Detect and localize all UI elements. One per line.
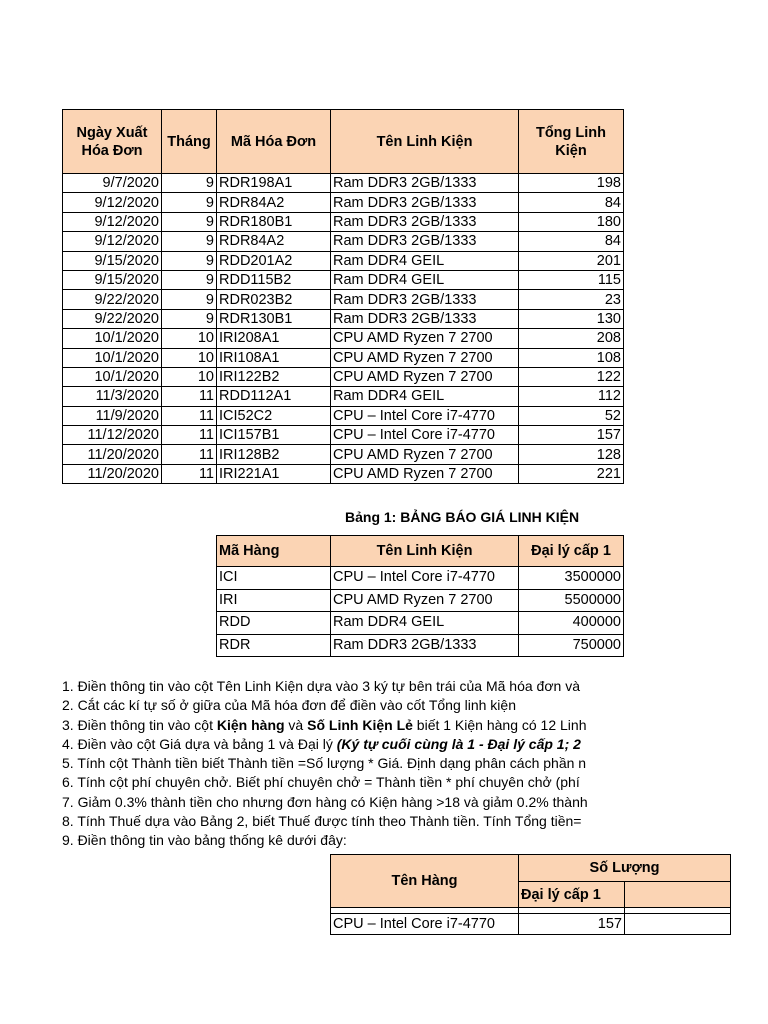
cell-tong-linh-kien[interactable]: 122 [519, 367, 624, 386]
cell-thang[interactable]: 9 [162, 309, 217, 328]
price-header-row [217, 536, 624, 567]
cell-tong-linh-kien[interactable]: 84 [519, 193, 624, 212]
cell-ma-hang[interactable]: ICI [217, 567, 331, 590]
cell-tong-linh-kien[interactable]: 198 [519, 174, 624, 193]
table-row [63, 212, 624, 231]
table-row [63, 309, 624, 328]
cell-ma-hoa-don[interactable]: RDR023B2 [217, 290, 331, 309]
cell-thang[interactable]: 10 [162, 348, 217, 367]
instruction-item: 2. Cắt các kí tự số ở giữa của Mã hóa đơn để điền vào cốt Tổng linh kiện [62, 697, 516, 714]
header-dai-ly-cap-1[interactable]: Đại lý cấp 1 [519, 536, 624, 567]
instructions-viewport [62, 677, 624, 857]
cell-tong-linh-kien[interactable]: 23 [519, 290, 624, 309]
cell-ten-linh-kien[interactable]: Ram DDR3 2GB/1333 [331, 212, 519, 231]
cell-ten-hang[interactable]: CPU – Intel Core i7-4770 [331, 914, 519, 935]
table-row [63, 232, 624, 251]
instruction-item: 4. Điền vào cột Giá dựa và bảng 1 và Đại lý (Ký tự cuối cùng là 1 - Đại lý cấp 1; 2 [62, 735, 581, 752]
cell-thang[interactable]: 9 [162, 270, 217, 289]
header-so-luong[interactable]: Số Lượng [519, 855, 731, 882]
table-row [63, 348, 624, 367]
cell-ngay-xuat[interactable]: 11/20/2020 [63, 464, 162, 483]
cell-ten-linh-kien[interactable]: Ram DDR3 2GB/1333 [331, 634, 519, 657]
cell-ma-hoa-don[interactable]: IRI128B2 [217, 445, 331, 464]
header-ngay-xuat[interactable]: Ngày Xuất Hóa Đơn [63, 110, 162, 174]
price-table [216, 535, 624, 657]
instruction-item: 8. Tính Thuế dựa vào Bảng 2, biết Thuế được tính theo Thành tiền. Tính Tổng tiền= [62, 813, 582, 830]
cell-tong-linh-kien[interactable]: 115 [519, 270, 624, 289]
table-row [63, 251, 624, 270]
cell-thang[interactable]: 9 [162, 212, 217, 231]
cell-thang[interactable]: 9 [162, 251, 217, 270]
cell-ten-linh-kien[interactable]: CPU AMD Ryzen 7 2700 [331, 464, 519, 483]
cell-ngay-xuat[interactable]: 11/12/2020 [63, 426, 162, 445]
header-ten-linh-kien[interactable]: Tên Linh Kiện [331, 536, 519, 567]
table-row [63, 367, 624, 386]
cell-ma-hang[interactable]: IRI [217, 589, 331, 612]
cell-tong-linh-kien[interactable]: 112 [519, 387, 624, 406]
cell-ma-hoa-don[interactable]: IRI208A1 [217, 329, 331, 348]
cell-gia-dai-ly-1[interactable]: 5500000 [519, 589, 624, 612]
cell-ngay-xuat[interactable]: 9/12/2020 [63, 193, 162, 212]
cell-thang[interactable]: 10 [162, 329, 217, 348]
cell-ma-hoa-don[interactable]: RDR84A2 [217, 232, 331, 251]
cell-thang[interactable]: 11 [162, 445, 217, 464]
cell-ngay-xuat[interactable]: 9/12/2020 [63, 212, 162, 231]
price-table-viewport [216, 535, 623, 660]
cell-tong-linh-kien[interactable]: 157 [519, 426, 624, 445]
cell-thang[interactable]: 9 [162, 290, 217, 309]
header-ten-hang[interactable]: Tên Hàng [331, 855, 519, 908]
header-dai-ly-cap-1[interactable]: Đại lý cấp 1 [519, 882, 625, 908]
cell-tong-linh-kien[interactable]: 84 [519, 232, 624, 251]
cell-ma-hang[interactable]: RDR [217, 634, 331, 657]
price-table-title: Bảng 1: BẢNG BÁO GIÁ LINH KIỆN [345, 509, 580, 525]
table-row [217, 634, 624, 657]
table-row [63, 406, 624, 425]
cell-ten-linh-kien[interactable]: Ram DDR4 GEIL [331, 251, 519, 270]
cell-ma-hoa-don[interactable]: ICI157B1 [217, 426, 331, 445]
cell-ma-hoa-don[interactable]: IRI122B2 [217, 367, 331, 386]
cell-tong-linh-kien[interactable]: 52 [519, 406, 624, 425]
table-row [63, 290, 624, 309]
instruction-item: 1. Điền thông tin vào cột Tên Linh Kiện dựa vào 3 ký tự bên trái của Mã hóa đơn và [62, 678, 580, 694]
invoice-header-row [63, 110, 624, 174]
cell-ngay-xuat[interactable]: 9/22/2020 [63, 290, 162, 309]
cell-ma-hoa-don[interactable]: RDD201A2 [217, 251, 331, 270]
cell-thang[interactable]: 10 [162, 367, 217, 386]
header-ma-hang[interactable]: Mã Hàng [217, 536, 331, 567]
cell-ngay-xuat[interactable]: 10/1/2020 [63, 348, 162, 367]
cell-tong-linh-kien[interactable]: 208 [519, 329, 624, 348]
cell-thang[interactable]: 11 [162, 426, 217, 445]
cell-tong-linh-kien[interactable]: 201 [519, 251, 624, 270]
cell-ma-hoa-don[interactable]: IRI108A1 [217, 348, 331, 367]
cell-ten-linh-kien[interactable]: Ram DDR3 2GB/1333 [331, 174, 519, 193]
cell-tong-linh-kien[interactable]: 130 [519, 309, 624, 328]
cell-ngay-xuat[interactable]: 9/12/2020 [63, 232, 162, 251]
table-row [217, 567, 624, 590]
cell-gia-dai-ly-1[interactable]: 750000 [519, 634, 624, 657]
cell-ngay-xuat[interactable]: 10/1/2020 [63, 329, 162, 348]
cell-gia-dai-ly-1[interactable]: 3500000 [519, 567, 624, 590]
cell-ma-hoa-don[interactable]: RDR84A2 [217, 193, 331, 212]
cell-ten-linh-kien[interactable]: Ram DDR3 2GB/1333 [331, 290, 519, 309]
cell-tong-linh-kien[interactable]: 128 [519, 445, 624, 464]
table-row [63, 387, 624, 406]
cell-tong-linh-kien[interactable]: 180 [519, 212, 624, 231]
header-dai-ly-cap-2[interactable] [625, 882, 731, 908]
invoice-table [62, 109, 624, 484]
header-ma-hoa-don[interactable]: Mã Hóa Đơn [217, 110, 331, 174]
cell-ngay-xuat[interactable]: 11/20/2020 [63, 445, 162, 464]
cell-thang[interactable]: 11 [162, 464, 217, 483]
cell-ten-linh-kien[interactable]: Ram DDR3 2GB/1333 [331, 193, 519, 212]
cell-thang[interactable]: 11 [162, 406, 217, 425]
cell-ten-linh-kien[interactable]: CPU – Intel Core i7-4770 [331, 406, 519, 425]
cell-thang[interactable]: 9 [162, 232, 217, 251]
cell-ma-hoa-don[interactable]: RDR198A1 [217, 174, 331, 193]
cell-ten-linh-kien[interactable]: CPU AMD Ryzen 7 2700 [331, 367, 519, 386]
stats-row [331, 914, 731, 935]
table-row [63, 464, 624, 483]
cell-ngay-xuat[interactable]: 9/15/2020 [63, 270, 162, 289]
table-row [63, 329, 624, 348]
cell-ma-hoa-don[interactable]: IRI221A1 [217, 464, 331, 483]
cell-ten-linh-kien[interactable]: CPU – Intel Core i7-4770 [331, 426, 519, 445]
instruction-item: 9. Điền thông tin vào bảng thống kê dưới đây: [62, 832, 347, 849]
cell-thang[interactable]: 9 [162, 193, 217, 212]
stats-header-row-1 [331, 855, 731, 882]
cell-ngay-xuat[interactable]: 9/22/2020 [63, 309, 162, 328]
cell-ten-linh-kien[interactable]: CPU – Intel Core i7-4770 [331, 567, 519, 590]
instruction-item: 6. Tính cột phí chuyên chở. Biết phí chuyên chở = Thành tiền * phí chuyên chở (phí [62, 774, 580, 791]
table-row [217, 612, 624, 635]
cell-ma-hoa-don[interactable]: RDD112A1 [217, 387, 331, 406]
table-row [63, 193, 624, 212]
cell-ma-hoa-don[interactable]: ICI52C2 [217, 406, 331, 425]
cell-gia-dai-ly-1[interactable]: 400000 [519, 612, 624, 635]
table-row [63, 445, 624, 464]
cell-tong-linh-kien[interactable]: 108 [519, 348, 624, 367]
invoice-table-viewport [62, 109, 623, 485]
cell-ten-linh-kien[interactable]: Ram DDR3 2GB/1333 [331, 309, 519, 328]
table-row [63, 270, 624, 289]
table-row [217, 589, 624, 612]
cell-ma-hoa-don[interactable]: RDR130B1 [217, 309, 331, 328]
cell-thang[interactable]: 9 [162, 174, 217, 193]
cell-ma-hoa-don[interactable]: RDR180B1 [217, 212, 331, 231]
cell-ten-linh-kien[interactable]: CPU AMD Ryzen 7 2700 [331, 589, 519, 612]
cell-ma-hoa-don[interactable]: RDD115B2 [217, 270, 331, 289]
cell-ten-linh-kien[interactable]: Ram DDR3 2GB/1333 [331, 232, 519, 251]
cell-ten-linh-kien[interactable]: Ram DDR4 GEIL [331, 387, 519, 406]
header-ten-linh-kien[interactable]: Tên Linh Kiện [331, 110, 519, 174]
cell-ngay-xuat[interactable]: 9/15/2020 [63, 251, 162, 270]
instruction-item: 5. Tính cột Thành tiền biết Thành tiền =Số lượng * Giá. Định dạng phân cách phần n [62, 755, 587, 772]
cell-ten-linh-kien[interactable]: CPU AMD Ryzen 7 2700 [331, 329, 519, 348]
stats-table [330, 854, 731, 935]
table-row [63, 174, 624, 193]
cell-ten-linh-kien[interactable]: CPU AMD Ryzen 7 2700 [331, 348, 519, 367]
cell-ngay-xuat[interactable]: 11/9/2020 [63, 406, 162, 425]
cell-ngay-xuat[interactable]: 9/7/2020 [63, 174, 162, 193]
cell-ten-linh-kien[interactable]: CPU AMD Ryzen 7 2700 [331, 445, 519, 464]
cell-so-luong[interactable]: 157 [519, 914, 625, 935]
stats-table-viewport [330, 854, 660, 936]
cell-thang[interactable]: 11 [162, 387, 217, 406]
instruction-item: 7. Giảm 0.3% thành tiền cho nhưng đơn hàng có Kiện hàng >18 và giảm 0.2% thành [62, 793, 588, 810]
cell-ten-linh-kien[interactable]: Ram DDR4 GEIL [331, 612, 519, 635]
cell-ma-hang[interactable]: RDD [217, 612, 331, 635]
table-row [63, 426, 624, 445]
header-tong-linh-kien[interactable]: Tổng Linh Kiện [519, 110, 624, 174]
instructions-list [62, 677, 588, 851]
cell-ten-linh-kien[interactable]: Ram DDR4 GEIL [331, 270, 519, 289]
header-thang[interactable]: Tháng [162, 110, 217, 174]
instruction-item: 3. Điền thông tin vào cột Kiện hàng và Số Linh Kiện Lẻ biết 1 Kiện hàng có 12 Linh [62, 716, 587, 733]
cell-ngay-xuat[interactable]: 11/3/2020 [63, 387, 162, 406]
cell-tong-linh-kien[interactable]: 221 [519, 464, 624, 483]
cell-ngay-xuat[interactable]: 10/1/2020 [63, 367, 162, 386]
